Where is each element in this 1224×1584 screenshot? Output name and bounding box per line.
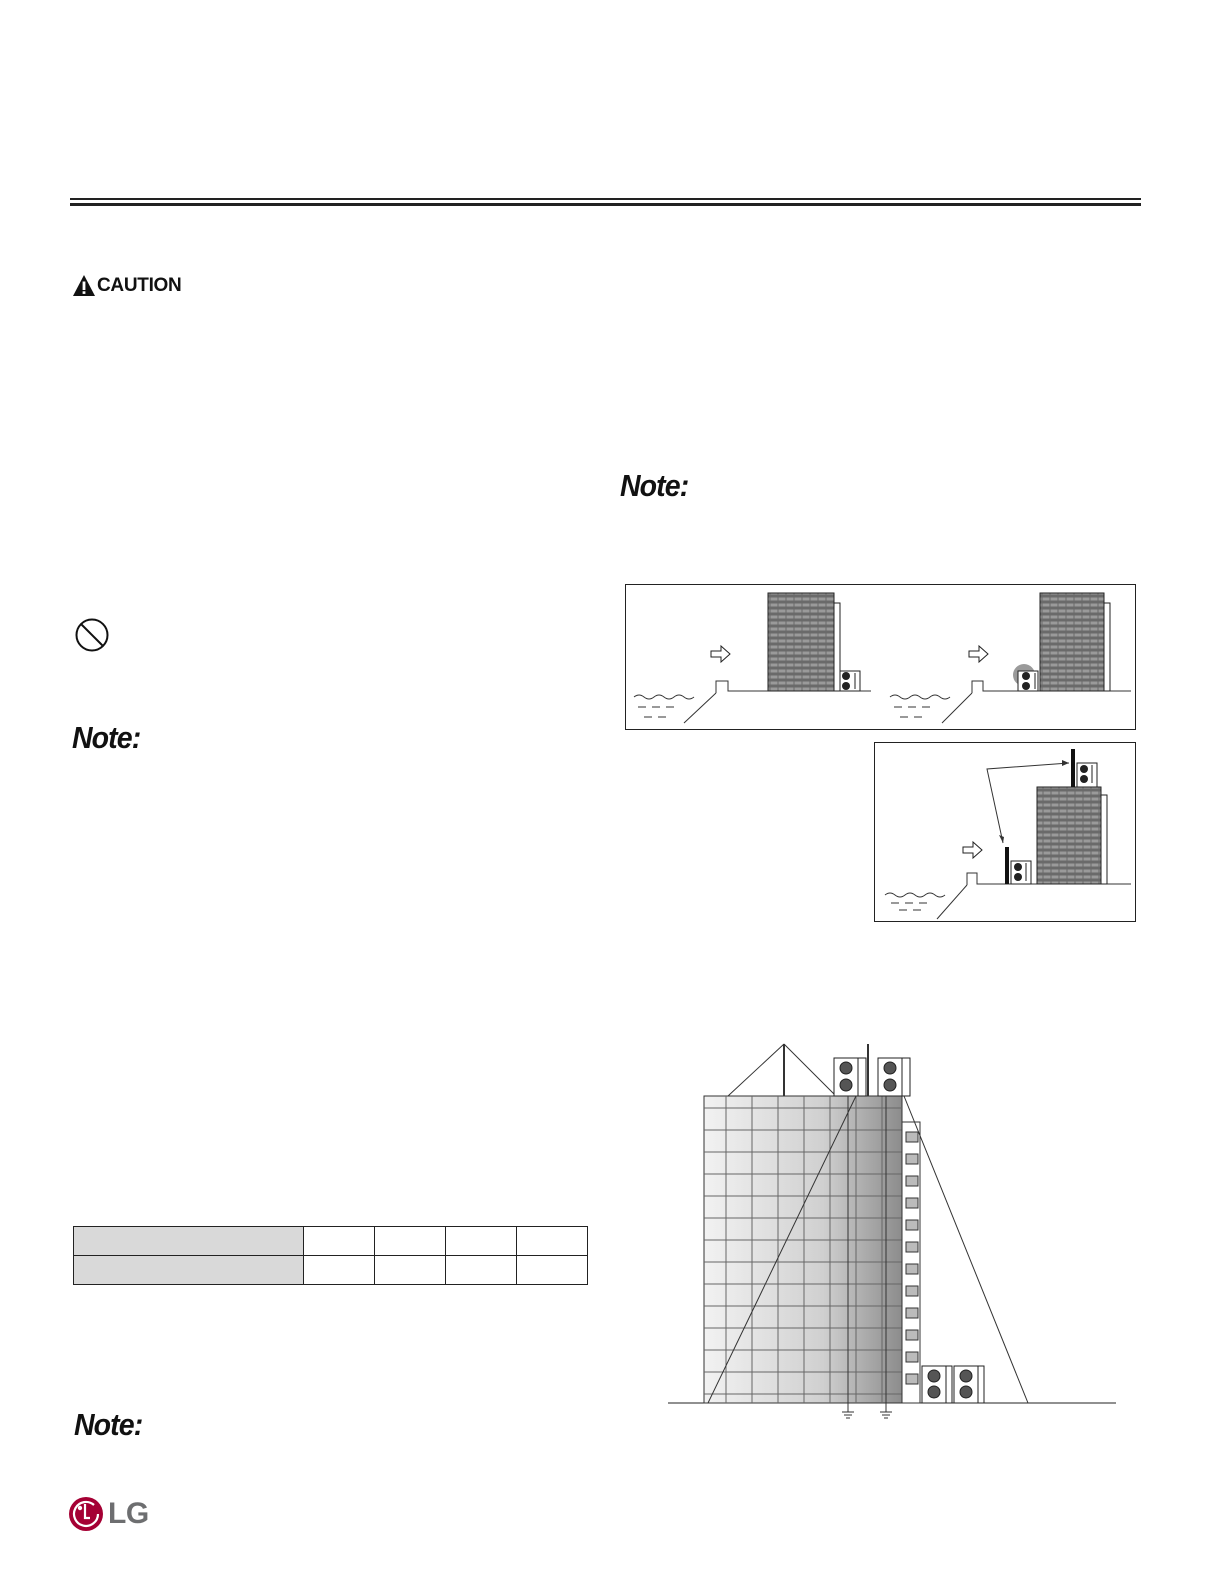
lg-face-icon [68, 1496, 104, 1532]
table-cell [517, 1227, 588, 1256]
table-cell [375, 1256, 446, 1285]
table-cell [446, 1256, 517, 1285]
header-rule-top [70, 198, 1141, 200]
scene-unit-exposed [890, 593, 1131, 723]
logo-text: LG [108, 1497, 149, 1530]
windbreak-figure [874, 742, 1136, 922]
scene-unit-sheltered [634, 593, 871, 723]
rooftop-units [834, 1058, 910, 1096]
table-cell [446, 1227, 517, 1256]
prohibited-icon [74, 617, 110, 653]
table-row [74, 1256, 588, 1285]
warning-triangle-icon [72, 274, 96, 298]
note-heading: Note: [72, 720, 141, 755]
table-header-cell [74, 1227, 304, 1256]
caution-heading [72, 274, 181, 298]
ground-units [922, 1366, 984, 1403]
table-cell [304, 1227, 375, 1256]
spec-table [73, 1226, 588, 1285]
note-heading: Note: [74, 1407, 143, 1442]
table-header-cell [74, 1256, 304, 1285]
caution-label: CAUTION [97, 275, 182, 296]
header-rule-bottom [70, 203, 1141, 206]
lg-logo [68, 1496, 149, 1532]
table-row [74, 1227, 588, 1256]
table-cell [304, 1256, 375, 1285]
note-heading: Note: [620, 468, 689, 503]
building-grounding-figure [668, 1040, 1118, 1420]
table-cell [517, 1256, 588, 1285]
seaside-placement-figure [625, 584, 1136, 730]
table-cell [375, 1227, 446, 1256]
